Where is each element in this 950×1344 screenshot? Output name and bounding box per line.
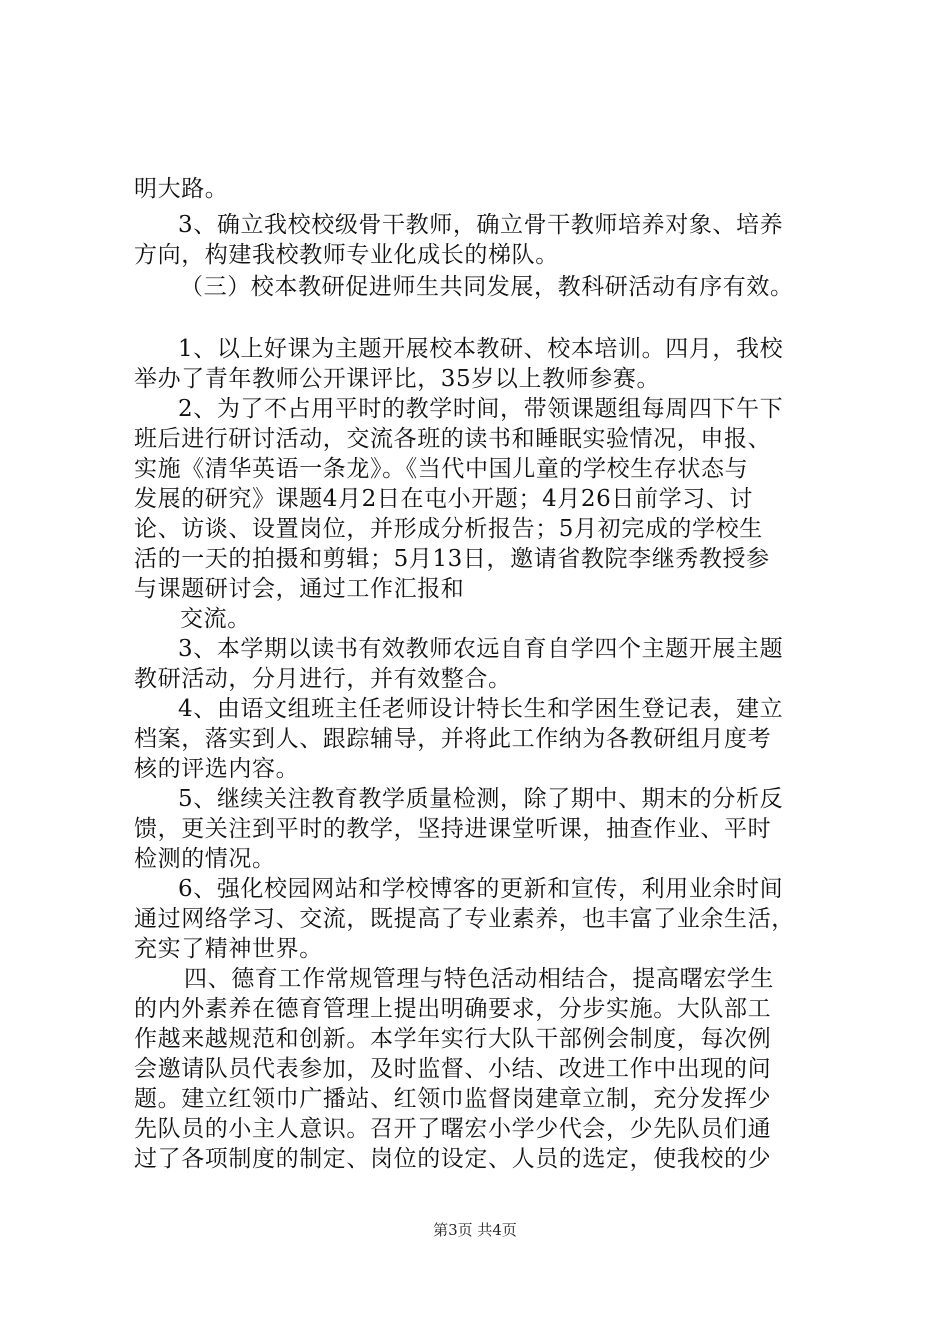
text-line: 与课题研讨会，通过工作汇报和 xyxy=(134,576,465,602)
text-line: 实施《清华英语一条龙》。《当代中国儿童的学校生存状态与 xyxy=(134,456,749,482)
text-line: 论、访谈、设置岗位，并形成分析报告；5月初完成的学校生 xyxy=(134,516,763,542)
text-line: 明大路。 xyxy=(134,176,229,202)
text-line: 通过网络学习、交流，既提高了专业素养，也丰富了业余生活， xyxy=(134,906,795,932)
text-line: 教研活动，分月进行，并有效整合。 xyxy=(134,666,512,692)
text-line: 交流。 xyxy=(180,606,251,632)
text-line: 先队员的小主人意识。召开了曙宏小学少代会，少先队员们通 xyxy=(134,1116,772,1142)
text-line: 2、为了不占用平时的教学时间，带领课题组每周四下午下 xyxy=(178,396,784,422)
text-line: 举办了青年教师公开课评比，35岁以上教师参赛。 xyxy=(134,366,661,392)
text-line: 检测的情况。 xyxy=(134,846,276,872)
page-number-footer: 第3页 共4页 xyxy=(433,1221,517,1239)
text-line: 会邀请队员代表参加，及时监督、小结、改进工作中出现的问 xyxy=(134,1056,772,1082)
text-line: 馈，更关注到平时的教学，坚持进课堂听课，抽查作业、平时 xyxy=(134,816,772,842)
text-line: 题。建立红领巾广播站、红领巾监督岗建章立制，充分发挥少 xyxy=(134,1086,772,1112)
text-line: 活的一天的拍摄和剪辑；5月13日，邀请省教院李继秀教授参 xyxy=(134,546,770,572)
text-line: 1、以上好课为主题开展校本教研、校本培训。四月，我校 xyxy=(178,336,784,362)
text-line: 6、强化校园网站和学校博客的更新和宣传，利用业余时间 xyxy=(178,876,784,902)
text-line: 档案，落实到人、跟踪辅导，并将此工作纳为各教研组月度考 xyxy=(134,726,772,752)
text-line: 3、本学期以读书有效教师农远自育自学四个主题开展主题 xyxy=(178,636,784,662)
text-line: 5、继续关注教育教学质量检测，除了期中、期末的分析反 xyxy=(178,786,784,812)
text-line: 方向，构建我校教师专业化成长的梯队。 xyxy=(134,242,559,268)
section-heading: （三）校本教研促进师生共同发展，教科研活动有序有效。 xyxy=(180,274,794,300)
text-line: 核的评选内容。 xyxy=(134,756,300,782)
section-heading: 四、德育工作常规管理与特色活动相结合，提高曙宏学生 xyxy=(184,966,774,992)
text-line: 作越来越规范和创新。本学年实行大队干部例会制度，每次例 xyxy=(134,1026,772,1052)
text-line: 3、确立我校校级骨干教师，确立骨干教师培养对象、培养 xyxy=(178,212,784,238)
text-line: 过了各项制度的制定、岗位的设定、人员的选定，使我校的少 xyxy=(134,1146,772,1172)
text-line: 发展的研究》课题4月2日在屯小开题；4月26日前学习、讨 xyxy=(134,486,753,512)
text-line: 充实了精神世界。 xyxy=(134,936,323,962)
text-line: 班后进行研讨活动，交流各班的读书和睡眠实验情况，申报、 xyxy=(134,426,772,452)
text-line: 的内外素养在德育管理上提出明确要求，分步实施。大队部工 xyxy=(134,996,772,1022)
text-line: 4、由语文组班主任老师设计特长生和学困生登记表，建立 xyxy=(178,696,784,722)
